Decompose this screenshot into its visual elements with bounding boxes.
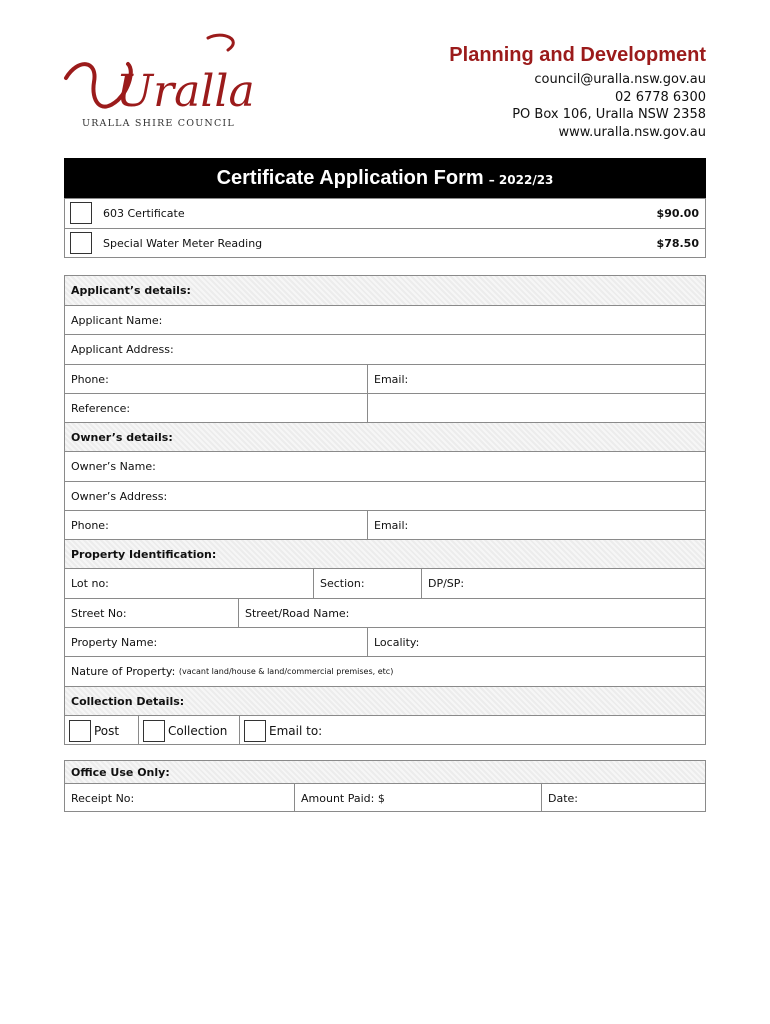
owner-email-field[interactable]: Email: [367, 511, 705, 539]
department-title: Planning and Development [449, 44, 706, 66]
contact-email[interactable]: council@uralla.nsw.gov.au [534, 72, 706, 87]
form-year: – 2022/23 [488, 173, 554, 187]
date-field[interactable]: Date: [541, 784, 705, 812]
council-logo [58, 30, 258, 140]
collection-option-collection: Collection [138, 716, 239, 745]
fee-row [65, 228, 705, 258]
blank-cell [367, 394, 705, 422]
collection-option-post: Post [65, 716, 138, 745]
applicant-reference-field[interactable]: Reference: [71, 401, 131, 415]
nature-field [65, 657, 705, 686]
receipt-no-field[interactable]: Receipt No: [71, 791, 135, 805]
collection-option-email: Email to: [239, 716, 705, 745]
applicant-phone-field[interactable]: Phone: [71, 372, 109, 386]
section-header-property: Property Identification: [65, 539, 705, 568]
section-header-office: Office Use Only: [65, 761, 705, 783]
section-header-owner: Owner’s details: [65, 422, 705, 451]
applicant-address-label: Applicant Address: [71, 343, 174, 356]
fee-price: $78.50 [656, 237, 699, 250]
collection-options-row [65, 715, 705, 745]
street-name-field[interactable]: Street/Road Name: [238, 599, 705, 627]
section-header-applicant: Applicant’s details: [65, 276, 705, 305]
owner-name-label: Owner’s Name: [71, 460, 156, 473]
details-table [64, 275, 706, 745]
applicant-address-row[interactable] [65, 334, 705, 364]
contact-phone: 02 6778 6300 [615, 90, 706, 105]
property-lot-row [65, 568, 705, 598]
section-field[interactable]: Section: [313, 569, 421, 598]
owner-name-row[interactable] [65, 451, 705, 481]
form-title: Certificate Application Form [216, 167, 484, 189]
amount-paid-field[interactable]: Amount Paid: $ [294, 784, 541, 812]
owner-contact-row [65, 510, 705, 539]
logo-subtitle: URALLA SHIRE COUNCIL [82, 118, 235, 129]
property-nature-row[interactable] [65, 656, 705, 686]
owner-phone-field[interactable]: Phone: [71, 518, 109, 532]
section-header-collection: Collection Details: [65, 686, 705, 715]
post-checkbox[interactable] [69, 720, 91, 742]
collection-checkbox[interactable] [143, 720, 165, 742]
fee-row [65, 199, 705, 228]
fee-table [64, 198, 706, 258]
dpsp-field[interactable]: DP/SP: [421, 569, 705, 598]
fee-label: Special Water Meter Reading [103, 237, 263, 250]
street-no-field[interactable]: Street No: [71, 606, 127, 620]
property-name-row [65, 627, 705, 656]
fee-checkbox-603[interactable] [70, 202, 92, 224]
office-use-table [64, 760, 706, 812]
applicant-name-label: Applicant Name: [71, 313, 163, 327]
email-to-checkbox[interactable] [244, 720, 266, 742]
office-use-row [65, 783, 705, 812]
owner-address-label: Owner’s Address: [71, 489, 168, 503]
fee-price: $90.00 [656, 207, 699, 220]
applicant-contact-row [65, 364, 705, 393]
nature-label: Nature of Property: [71, 665, 176, 678]
logo-wordmark: Uralla [116, 66, 255, 117]
contact-po-box: PO Box 106, Uralla NSW 2358 [512, 107, 706, 122]
locality-field[interactable]: Locality: [367, 628, 705, 656]
contact-website[interactable]: www.uralla.nsw.gov.au [558, 125, 706, 140]
fee-label: 603 Certificate [103, 207, 185, 220]
applicant-reference-row [65, 393, 705, 422]
lot-no-field[interactable]: Lot no: [71, 577, 109, 590]
form-title-bar [64, 158, 706, 198]
property-name-field[interactable]: Property Name: [71, 635, 158, 649]
owner-address-row[interactable] [65, 481, 705, 510]
nature-hint: (vacant land/house & land/commercial premises, etc) [178, 667, 394, 676]
applicant-name-row[interactable] [65, 305, 705, 334]
property-street-row [65, 598, 705, 627]
applicant-email-field[interactable]: Email: [367, 365, 705, 393]
fee-checkbox-water-meter[interactable] [70, 232, 92, 254]
